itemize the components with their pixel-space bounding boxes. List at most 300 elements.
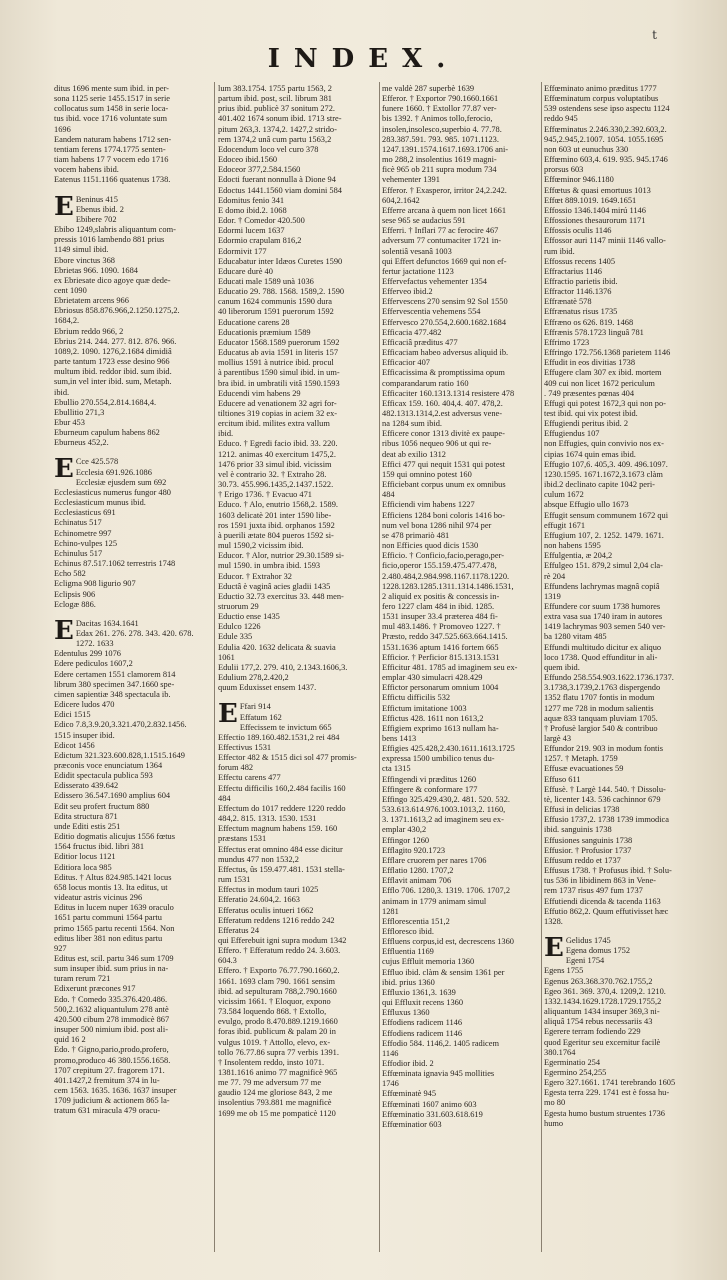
- index-entry-line: Effugi qui potest 1672,3 qui non po-: [544, 398, 666, 408]
- index-entry-line: rem 1374,2 unâ cum partu 1563,2: [218, 134, 332, 144]
- index-entry-line: fertur jactatione 1123: [382, 266, 454, 276]
- index-entry-line: 1531 insuper 33.4 præterea 484 fi-: [382, 612, 498, 622]
- section-gap: [544, 927, 702, 936]
- index-entry-line: Effero. † Exporto 76.77.790.1660,2.: [218, 966, 340, 976]
- index-entry-line: aliquâ 1754 rebus necessariis 43: [544, 1017, 653, 1027]
- index-entry-line: Edixerunt præcones 917: [54, 984, 136, 994]
- index-entry-line: Efficaciam habeo adversus aliquid ib.: [382, 348, 509, 358]
- index-entry-line: mo 80: [544, 1098, 566, 1108]
- index-entry-line: sum insuper ibid. sum prius in na-: [54, 964, 169, 974]
- index-entry-line: Edulium 278,2.420,2: [218, 673, 289, 683]
- index-entry-line: aquæ 833 tanquam pluviam 1705.: [544, 713, 658, 723]
- index-entry-line: Ebullitio 271,3: [54, 407, 105, 417]
- index-entry-line: Efferre arcana à quem non licet 1661: [382, 205, 507, 215]
- index-entry-line: Edule 335: [218, 632, 253, 642]
- index-entry-line: Effugiendi peritus ibid. 2: [544, 419, 629, 429]
- index-entry-line: Efflatio 1280. 1707,2: [382, 866, 454, 876]
- index-entry-line: ditus 1696 mente sum ibid. in per-: [54, 84, 169, 93]
- index-entry-line: canum 1624 communis 1590 dura: [218, 297, 332, 307]
- index-entry-line: rum ibid.: [544, 246, 575, 256]
- index-entry-line: sum,in vel inter ibid. sum, Metaph.: [54, 377, 172, 387]
- index-entry-line: Egena domus 1752: [565, 946, 631, 956]
- index-entry-line: Effractio parietis ibid.: [544, 276, 618, 286]
- index-entry-line: 1651 partu communi 1564 partu: [54, 913, 162, 923]
- index-entry-line: collocatus sum 1458 in serie loca-: [54, 104, 169, 114]
- index-entry-line: Editus. † Altus 824.985.1421 locus: [54, 872, 172, 882]
- index-entry-line: Echo 582: [54, 569, 86, 579]
- index-entry-line: parte tantum 1723 esse desino 966: [54, 357, 170, 367]
- index-entry-line: Effingor 1260: [382, 835, 430, 845]
- index-entry-line: editus liber 381 non editus partu: [54, 933, 163, 943]
- index-entry-line: Effluens corpus,id est, decrescens 1360: [382, 937, 514, 947]
- index-entry-line: Edoceo ibid.1560: [218, 155, 278, 165]
- index-entry-line: Efferatus 24: [218, 925, 260, 935]
- index-entry-line: Edita structura 871: [54, 811, 118, 821]
- index-entry-line: Ebore vinctus 368: [54, 255, 115, 265]
- index-entry-line: Editus est, scil. partu 346 sum 1709: [54, 953, 174, 963]
- index-entry-line: Educo. † Alo, enutrio 1568,2. 1589.: [218, 500, 339, 510]
- folio-mark: t: [652, 28, 657, 42]
- index-entry-line: forum 482: [218, 763, 254, 773]
- index-entry-line: Efferveo ibid.2: [382, 287, 433, 297]
- index-entry-line: Eandem naturam habens 1712 sen-: [54, 134, 172, 144]
- index-entry-line: Educo. † Egredi facio ibid. 33. 220.: [218, 439, 338, 449]
- index-entry-line: Effusi in delicias 1738: [544, 805, 620, 815]
- index-entry-line: Efflo 706. 1280,3. 1319. 1706. 1707,2: [382, 886, 511, 896]
- index-entry-line: Echinometre 997: [54, 528, 112, 538]
- index-entry-line: ros 1591 juxta ibid. orphanos 1592: [218, 520, 335, 530]
- index-entry-line: Efficiebant corpus unum ex omnibus: [382, 480, 506, 490]
- index-entry-line: Efflavit animam 706: [382, 876, 452, 886]
- index-entry-line: Effulgentia, æ 204,2: [544, 551, 613, 561]
- index-entry-line: librum 380 specimen 347.1660 spe-: [54, 679, 175, 689]
- index-entry-line: Ebullio 270.554,2.814.1684,4.: [54, 397, 157, 407]
- index-entry-line: Egerminatio 254: [544, 1057, 601, 1067]
- index-entry-line: Effectus erat omnino 484 esse dicitur: [218, 844, 343, 854]
- section-gap: [54, 186, 210, 195]
- index-entry-line: Edidit spectacula publica 593: [54, 771, 153, 781]
- index-entry-line: 1332.1434.1629.1728.1729.1755,2: [544, 996, 662, 1006]
- index-entry-line: Editus in lucem nuper 1639 oraculo: [54, 903, 174, 913]
- index-entry-line: Ebrium reddo 966, 2: [54, 326, 124, 336]
- index-entry-line: 1476 prior 33 simul ibid. vicissim: [218, 459, 332, 469]
- index-entry-line: Effœtus & quasi emortuus 1013: [544, 185, 651, 195]
- index-entry-line: Efficere conor 1313 divitè ex paupe-: [382, 429, 505, 439]
- index-entry-line: Effudit in eos divitias 1738: [544, 358, 636, 368]
- index-entry-line: evulgo, prodo 8.470.889.1219.1660: [218, 1017, 338, 1027]
- index-entry-line: aliquantum 1434 insuper 369,3 ni-: [544, 1007, 660, 1017]
- index-entry-line: Edere pediculos 1607,2: [54, 659, 133, 669]
- index-entry-line: Egens 1755: [544, 966, 584, 976]
- index-entry-line: struorum 29: [218, 601, 259, 611]
- index-entry-line: Effodior ibid. 2: [382, 1059, 434, 1068]
- index-entry-line: Efficitur 481. 1785 ad imaginem seu ex-: [382, 662, 518, 672]
- index-section: [544, 84, 702, 927]
- index-entry-line: Effectu difficilis 160,2.484 facilis 160: [218, 783, 346, 793]
- index-entry-line: 409 cui non licet 1672 periculum: [544, 378, 655, 388]
- index-entry-line: Effodiens radicem 1146: [382, 1018, 463, 1028]
- index-entry-line: . 749 præsentes pœnas 404: [544, 388, 635, 398]
- index-entry-line: emplar 430 simulacri 428.429: [382, 673, 483, 683]
- index-entry-line: 3.1738,3.1739,2.1763 dispergendo: [544, 683, 661, 693]
- index-entry-line: 1515 insuper ibid.: [54, 730, 115, 740]
- index-entry-line: Effœminatus 2.246.330,2.392.603,2.: [544, 124, 667, 134]
- index-entry-line: Effodiens radicem 1146: [382, 1028, 463, 1038]
- index-column-1: [54, 84, 210, 1254]
- index-entry-line: lum 383.1754. 1755 partu 1563, 2: [218, 84, 332, 93]
- index-entry-line: partum ibid. post, scil. librum 381: [218, 94, 332, 104]
- index-entry-line: Effervefactus vehementer 1354: [382, 276, 487, 286]
- index-entry-line: Effuso 611: [544, 774, 581, 784]
- index-entry-line: Effœminatè 945: [382, 1089, 437, 1099]
- index-entry-line: Edoctus 1441.1560 viam domini 584: [218, 185, 342, 195]
- index-entry-line: Efficacia 477.482: [382, 327, 442, 337]
- index-entry-line: Præsto, reddo 347.525.663.664.1415.: [382, 632, 508, 642]
- index-entry-line: Effero. † Efferatum reddo 24. 3.603.: [218, 946, 341, 956]
- index-entry-line: 1564 fructus ibid. libri 381: [54, 842, 145, 852]
- drop-capital: E: [544, 932, 564, 963]
- index-entry-line: Effluxus 1360: [382, 1008, 430, 1018]
- index-entry-line: Egero 327.1661. 1741 terebrando 1605: [544, 1078, 676, 1088]
- index-entry-line: 1247.1391.1574.1617.1693.1706 ani-: [382, 144, 509, 154]
- index-entry-line: vicissim 1661. † Eloquor, expono: [218, 996, 331, 1006]
- index-entry-line: effugit 1671: [544, 520, 586, 530]
- index-entry-line: Effervescentia vehemens 554: [382, 307, 481, 317]
- index-entry-line: Editio dogmatis alicujus 1556 fœtus: [54, 832, 175, 842]
- index-entry-line: Edax 261. 276. 278. 343. 420. 678.: [75, 628, 194, 638]
- index-entry-line: ibid.: [218, 429, 234, 439]
- index-entry-line: ficè 965 ob 211 supra modum 734: [382, 165, 497, 175]
- index-entry-line: 2.480.484,2.984.998.1167.1178.1220.: [382, 571, 510, 581]
- index-section: [218, 84, 376, 693]
- index-entry-line: Effingere & conformare 177: [382, 784, 478, 794]
- index-entry-line: Ebur 453: [54, 418, 85, 427]
- index-entry-line: 604.3: [218, 956, 237, 966]
- index-entry-line: præconis voce enunciatum 1364: [54, 761, 163, 770]
- index-entry-line: 401.1427,2 fremitum 374 in lu-: [54, 1075, 160, 1085]
- index-entry-line: Efficio. † Conficio,facio,perago,per-: [382, 551, 504, 561]
- index-entry-line: num vel bona 1286 nihil 974 per: [382, 520, 492, 530]
- index-entry-line: Efferatus oculis intueri 1662: [218, 905, 314, 915]
- drop-capital: E: [54, 191, 74, 222]
- index-entry-line: 482.1313.1314,2.est adversus vene-: [382, 409, 503, 418]
- index-entry-line: Eatenus 1151.1166 quatenus 1738.: [54, 175, 171, 185]
- index-entry-line: Eclogæ 886.: [54, 599, 96, 609]
- index-entry-line: non 603 ut eunuchus 330: [544, 144, 629, 154]
- index-entry-line: 658 locus montis 13. Ita editus, ut: [54, 882, 168, 892]
- index-entry-line: animam in 1779 animam simul: [382, 896, 487, 906]
- index-entry-line: extra vasa sua 1740 iram in autores: [544, 612, 663, 622]
- index-entry-line: Effector 482 & 1515 dici sol 477 promis-: [218, 753, 357, 763]
- index-entry-line: non Effugies, quin convivio nos ex-: [544, 439, 664, 449]
- index-entry-line: qui Efferebuit igni supra modum 1342: [218, 935, 347, 945]
- index-entry-line: 1230.1595. 1671.1672,3.1673 clàm: [544, 469, 663, 479]
- index-entry-line: Ebrietatem arcens 966: [54, 296, 129, 306]
- drop-capital: E: [54, 615, 74, 646]
- index-entry-line: Effectio 189.160.482.1531,2 rei 484: [218, 732, 340, 742]
- index-entry-line: vehementer 1391: [382, 175, 440, 185]
- index-column-4: [544, 84, 702, 1254]
- index-entry-line: Echino-vulpes 125: [54, 538, 118, 548]
- index-entry-line: Effervesco 270.554,2.600.1682.1684: [382, 317, 507, 327]
- index-entry-line: sese 965 se audacius 591: [382, 216, 466, 226]
- index-entry-line: Effossis oculis 1146: [544, 226, 612, 236]
- index-entry-line: Effossor auri 1147 minii 1146 vallo-: [544, 236, 666, 246]
- index-entry-line: Edictum 321.323.600.828,1.1515.1649: [54, 750, 185, 760]
- index-entry-line: 1661. 1693 clam 790. 1661 sensim: [218, 976, 336, 986]
- index-entry-line: Efflare cruorem per nares 1706: [382, 855, 487, 865]
- index-entry-line: 1277 me 728 in modum salientis: [544, 703, 654, 713]
- index-entry-line: Effusè. † Largè 144. 540. † Dissolu-: [544, 784, 666, 794]
- index-entry-line: me 77. 79 me adversum 77 me: [218, 1078, 322, 1088]
- index-entry-line: Educationis præmium 1589: [218, 327, 311, 337]
- index-entry-line: Ebrius 214. 244. 277. 812. 876. 966.: [54, 336, 177, 346]
- drop-capital: E: [54, 454, 74, 485]
- index-entry-line: Effusus 1738. † Profusus ibid. † Solu-: [544, 866, 672, 876]
- index-section: [382, 84, 538, 1130]
- index-entry-line: funere 1660. † Extollor 77.87 ver-: [382, 104, 497, 114]
- index-entry-line: insuper 500 nimium ibid. post ali-: [54, 1025, 168, 1035]
- index-entry-line: 1696: [54, 124, 71, 134]
- section-gap: [218, 693, 376, 702]
- index-entry-line: Effractor 1146.1376: [544, 287, 612, 297]
- index-entry-line: Effectus in modum tauri 1025: [218, 885, 319, 895]
- index-entry-line: Edicot 1456: [54, 740, 95, 750]
- index-entry-line: vel è contrario 32. † Extraho 28.: [218, 469, 327, 479]
- index-entry-line: Effractarius 1146: [544, 266, 602, 276]
- index-entry-line: Effundo 258.554.903.1622.1736.1737.: [544, 673, 674, 683]
- index-section: [54, 84, 210, 186]
- index-entry-line: 73.584 loquendo 868. † Extollo,: [218, 1007, 327, 1017]
- index-entry-line: reddo 945: [544, 114, 578, 124]
- index-entry-line: quid 16 2: [54, 1035, 86, 1045]
- index-entry-line: Effingendi vi præditus 1260: [382, 774, 477, 784]
- index-entry-line: 1319: [544, 591, 561, 601]
- index-entry-line: Effulgeo 151. 879,2 simul 2,04 cla-: [544, 561, 663, 571]
- index-entry-line: Educor. † Alor, nutrior 29.30.1589 si-: [218, 551, 344, 561]
- index-entry-line: 1707 crepitum 27. fragorem 171.: [54, 1065, 165, 1075]
- index-entry-line: se 478 primariò 481: [382, 530, 450, 540]
- index-entry-line: 283.387.591. 793. 985. 1071.1123.: [382, 134, 499, 144]
- index-entry-line: Effrænis 578.1723 linguâ 781: [544, 327, 644, 337]
- index-entry-line: cent 1090: [54, 285, 87, 295]
- index-entry-line: test ibid. qui vix potest ibid.: [544, 409, 638, 418]
- index-entry-line: 1089,2. 1090. 1276,2.1684 dimidiâ: [54, 346, 172, 356]
- index-entry-line: Edentulus 299 1076: [54, 649, 121, 659]
- index-entry-line: 1061: [218, 652, 235, 662]
- index-entry-line: Effictum imitatione 1003: [382, 703, 467, 713]
- index-entry-line: cimen sapientiæ 348 spectacula ib.: [54, 689, 171, 699]
- index-entry-line: primo 1565 partu recenti 1564. Non: [54, 923, 175, 933]
- index-entry-line: quod Egeritur seu excernitur facilè: [544, 1037, 661, 1047]
- index-entry-line: Eductâ è vaginâ acies gladii 1435: [218, 581, 331, 591]
- index-entry-line: Edocti fuerant nonnulla à Dione 94: [218, 175, 336, 185]
- index-entry-line: 1272. 1633: [75, 639, 114, 649]
- index-entry-line: 1709 judicium & actionem 865 la-: [54, 1096, 170, 1106]
- index-entry-line: 1746: [382, 1079, 399, 1089]
- index-entry-line: tratum 631 miracula 479 oracu-: [54, 1106, 161, 1116]
- index-entry-line: Effloresco ibid.: [382, 926, 434, 936]
- index-entry-line: à puerili ætate 804 pueros 1592 si-: [218, 530, 334, 540]
- index-entry-line: Effecissem te invictum 665: [239, 722, 332, 732]
- index-entry-line: Efficax 159. 160. 404,4. 407. 478,2.: [382, 398, 503, 408]
- index-section: [544, 932, 702, 1129]
- index-entry-line: Effectum do 1017 reddere 1220 reddo: [218, 803, 346, 813]
- index-entry-line: Effossiones thesaurorum 1171: [544, 216, 646, 226]
- index-entry-line: Eburneum capulum habens 862: [54, 428, 160, 438]
- index-entry-line: Effrænatus risus 1735: [544, 307, 618, 317]
- index-entry-line: cta 1315: [382, 764, 411, 774]
- index-entry-line: promo,produco 46 380.1556.1658.: [54, 1055, 171, 1065]
- index-entry-line: Effectivus 1531: [218, 743, 272, 752]
- index-entry-line: Effugiendus 107: [544, 429, 600, 439]
- index-entry-line: Echinulus 517: [54, 548, 103, 558]
- index-entry-line: Effigies 425.428,2.430.1611.1613.1725: [382, 744, 515, 754]
- index-entry-line: Effugio 107,6. 405,3. 409. 496.1097.: [544, 459, 668, 469]
- index-entry-line: Educatio 29. 788. 1568. 1589,2. 1590: [218, 287, 345, 297]
- index-entry-line: Ecclesiasticum munus ibid.: [54, 498, 146, 508]
- index-entry-line: non Efficies quod dicis 1530: [382, 541, 479, 551]
- index-entry-line: Effectum magnum habens 159. 160: [218, 824, 338, 834]
- index-entry-line: 3. 1371.1613,2 ad imaginem seu ex-: [382, 815, 504, 825]
- index-entry-line: Effluxio 1361,3. 1639: [382, 987, 456, 997]
- column-divider: [379, 82, 380, 1252]
- index-entry-line: 1212. animas 40 exercitum 1475,2.: [218, 449, 336, 459]
- index-entry-line: 30.73. 455.996.1435,2.1437.1522.: [218, 480, 334, 490]
- index-entry-line: Effrænatè 578: [544, 297, 592, 307]
- index-entry-line: ercitum ibid. milites extra vallum: [218, 419, 330, 429]
- index-entry-line: 484: [382, 490, 395, 500]
- index-entry-line: qui Effert defunctos 1669 qui non ef-: [382, 256, 507, 266]
- index-entry-line: absque Effugio ullo 1673: [544, 500, 629, 510]
- index-entry-line: na 1284 sum ibid.: [382, 419, 443, 429]
- index-entry-line: tiltiones 319 copias in aciem 32 ex-: [218, 409, 338, 418]
- index-entry-line: me valdè 287 superbè 1639: [382, 84, 475, 93]
- index-entry-line: Effusæ evacuationes 59: [544, 764, 624, 774]
- index-entry-line: Effœmino 603,4. 619. 935. 945.1746: [544, 155, 668, 165]
- index-entry-line: Effluo ibid. clàm & sensim 1361 per: [382, 967, 505, 977]
- index-entry-line: pressis 1016 lambendo 881 prius: [54, 235, 165, 245]
- index-entry-line: 927: [54, 943, 67, 953]
- index-entry-line: vulgus 1019. † Attollo, elevo, ex-: [218, 1037, 331, 1047]
- index-entry-line: tus ibid. voce 1716 voluntate sum: [54, 114, 168, 124]
- index-entry-line: Ecclesia 691.926.1086: [75, 467, 152, 477]
- index-entry-line: loco 1738. Quod effunditur in ali-: [544, 652, 658, 662]
- index-entry-line: † Erigo 1736. † Evacuo 471: [218, 490, 312, 500]
- index-entry-line: Educare durè 40: [218, 266, 273, 276]
- index-entry-line: rem 1737 risus 497 fum 1737: [544, 886, 643, 896]
- index-entry-line: unde Editi estis 251: [54, 821, 121, 831]
- index-entry-line: Effusior. † Profusior 1737: [544, 845, 632, 855]
- index-entry-line: multum ibid. reddor ibid. sum ibid.: [54, 367, 172, 377]
- index-entry-line: prius ibid. publicè 37 sonitum 272.: [218, 104, 336, 114]
- column-divider: [541, 82, 542, 1252]
- index-entry-line: Edormi lucem 1637: [218, 226, 285, 236]
- index-entry-line: Effœt 889.1019. 1649.1651: [544, 195, 637, 205]
- index-entry-line: turam rerum 721: [54, 974, 111, 984]
- index-entry-line: Edissero 36.547.1690 amplius 604: [54, 791, 171, 801]
- index-entry-line: Effusio 1737,2. 1738 1739 immodica: [544, 815, 669, 825]
- index-entry-line: Edo. † Comedo 335.376.420.486.: [54, 994, 168, 1004]
- index-entry-line: gaudio 124 me gloriose 843, 2 me: [218, 1088, 333, 1098]
- index-entry-line: Educere ad venationem 32 agri for-: [218, 398, 337, 408]
- index-entry-line: foras ibid. publicum & palam 20 in: [218, 1027, 336, 1037]
- index-entry-line: Effugit sensum communem 1672 qui: [544, 510, 669, 520]
- index-entry-line: Ebenus ibid. 2: [75, 204, 124, 214]
- index-entry-line: Efficaciter 160.1313.1314 resistere 478: [382, 388, 515, 398]
- index-entry-line: mo 288,2 insolentius 1619 magni-: [382, 155, 497, 165]
- index-entry-line: Effœminato animo præditus 1777: [544, 84, 657, 93]
- index-entry-line: 604,2.1642: [382, 195, 420, 205]
- drop-capital: E: [218, 699, 238, 730]
- index-entry-line: 380.1764: [544, 1047, 576, 1057]
- index-entry-line: 500,2.1632 aliquantulum 278 antè: [54, 1004, 169, 1014]
- index-entry-line: Effossio 1346.1404 mirú 1146: [544, 205, 646, 215]
- index-entry-line: 533.613.614.976.1003.1013,2. 1160,: [382, 805, 506, 815]
- index-entry-line: Edere certamen 1551 clamorem 814: [54, 669, 176, 679]
- index-entry-line: 2 aliquid ex positis & concessis in-: [382, 591, 500, 601]
- index-entry-line: 945,2.945,2.1007. 1054. 1055.1695: [544, 134, 664, 144]
- index-entry-line: Egeni 1754: [565, 956, 605, 966]
- index-entry-line: Egesta humo bustum struentes 1736: [544, 1108, 665, 1118]
- index-entry-line: 1228.1283.1285.1311.1314.1486.1531,: [382, 581, 514, 591]
- index-entry-line: Eductio 32.73 exercitus 33. 448 men-: [218, 591, 344, 601]
- index-entry-line: Effundens lachrymas magnâ copiâ: [544, 581, 660, 591]
- section-gap: [54, 448, 210, 457]
- index-entry-line: bis 1392. † Animos tollo,ferocio,: [382, 114, 493, 124]
- index-entry-line: Ebriosus 858.876.966,2.1250.1275,2.: [54, 306, 180, 316]
- index-entry-line: Edici 1515: [54, 710, 91, 720]
- index-entry-line: quum Eduxisset ensem 1437.: [218, 683, 317, 693]
- index-entry-line: Effectu carens 477: [218, 773, 281, 783]
- index-entry-line: adversum 77 contumaciter 1721 in-: [382, 236, 502, 246]
- index-entry-line: Egesta terra 229. 1741 est è fossa hu-: [544, 1088, 670, 1098]
- index-entry-line: Effœminati 1607 animo 603: [382, 1099, 477, 1109]
- index-entry-line: Effugere clam 307 ex ibid. mortem: [544, 368, 662, 378]
- index-entry-line: 1684,2.: [54, 316, 80, 326]
- index-entry-line: Ebrietas 966. 1090. 1684: [54, 265, 138, 275]
- index-entry-line: Effusum reddo et 1737: [544, 855, 621, 865]
- index-entry-line: Educatione carens 28: [218, 317, 290, 327]
- index-entry-line: Effictus 428. 1611 non 1613,2: [382, 713, 484, 723]
- index-entry-line: fero 1227 clam 484 in ibid. 1285.: [382, 601, 495, 611]
- index-entry-line: Effœminata ignavia 945 mollities: [382, 1069, 495, 1079]
- index-entry-line: Effectus, ûs 159.477.481. 1531 stella-: [218, 864, 345, 874]
- index-entry-line: E domo ibid.2. 1068: [218, 205, 287, 215]
- index-entry-line: Efferri. † Inflari 77 ac ferocire 467: [382, 226, 499, 236]
- index-entry-line: Efferatum reddens 1216 reddo 242: [218, 915, 335, 925]
- index-entry-line: Echinus 87.517.1062 terrestris 1748: [54, 559, 176, 569]
- index-entry-line: expressa 1500 umbilico tenus du-: [382, 754, 495, 764]
- index-entry-line: 401.402 1674 sonum ibid. 1713 stre-: [218, 114, 342, 124]
- index-entry-line: cem 1563. 1635. 1636. 1637 insuper: [54, 1086, 177, 1095]
- index-entry-line: insolentius 793.881 me magnificè: [218, 1098, 332, 1108]
- index-entry-line: ibid.2 declinato capite 1042 peri-: [544, 480, 655, 490]
- index-entry-line: deat ab exilio 1312: [382, 449, 446, 459]
- index-entry-line: Effutiendi dicenda & tacenda 1163: [544, 896, 661, 906]
- index-entry-line: Effœminatio 331.603.618.619: [382, 1109, 483, 1119]
- index-column-2: [218, 84, 376, 1254]
- index-entry-line: Echinatus 517: [54, 518, 102, 528]
- index-entry-line: Egerere terram fodiendo 229: [544, 1027, 641, 1037]
- index-entry-line: culum 1672: [544, 490, 584, 500]
- index-entry-line: Edoceor 377,2.584.1560: [218, 165, 301, 175]
- index-entry-line: sona 1125 serie 1455.1517 in serie: [54, 94, 170, 104]
- index-entry-line: Edor. † Comedor 420.500: [218, 216, 305, 226]
- index-entry-line: Effictu difficilis 532: [382, 693, 451, 703]
- index-section: [54, 615, 210, 1117]
- index-entry-line: non habens 1595: [544, 541, 601, 551]
